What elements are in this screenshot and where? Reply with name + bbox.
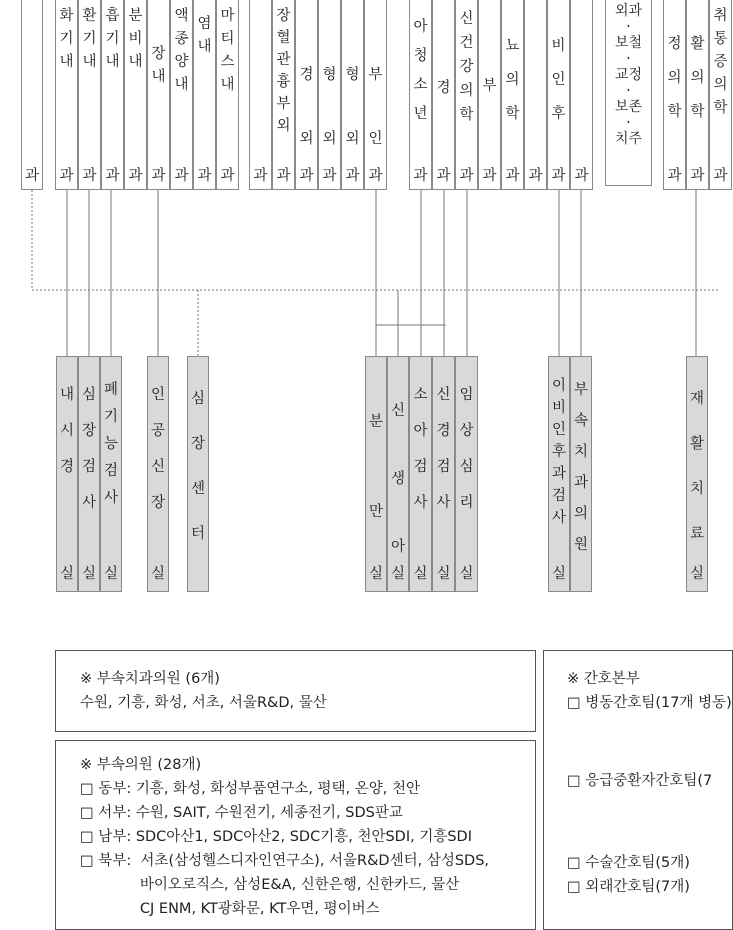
sub-unit-label: 이 비 인 후 과 검 사 <box>551 378 566 526</box>
sub-unit-suffix: 실 <box>459 565 474 582</box>
department-suffix: 과 <box>220 167 235 184</box>
department-d2 <box>78 0 101 190</box>
sub-unit-label: 내 시 경 <box>59 387 74 475</box>
clinics-line-north-cont1: 바이오로직스, 삼성E&A, 신한은행, 신한카드, 물산 <box>80 877 460 893</box>
department-d9 <box>249 0 272 190</box>
sub-unit-label: 신 경 검 사 <box>436 387 451 511</box>
sub-unit-suffix: 실 <box>103 565 118 582</box>
sub-unit-suffix: 실 <box>368 565 383 582</box>
nursing-box <box>543 650 733 930</box>
nursing-title: ※ 간호본부 <box>567 671 640 687</box>
clinics-line-west: □ 서부: 수원, SAIT, 수원전기, 세종전기, SDS판교 <box>80 805 403 821</box>
department-suffix: 과 <box>322 167 337 184</box>
sub-unit-newborn-room <box>387 356 409 592</box>
department-label: 마 티 스 내 <box>220 8 235 93</box>
department-suffix: 과 <box>59 167 74 184</box>
department-suffix: 과 <box>197 167 212 184</box>
department-label: 외과 · 보철 · 교정 · 보존 · 치주 <box>614 3 643 147</box>
sub-unit-label: 부 속 치 과 의 원 <box>573 382 588 553</box>
sub-unit-suffix: 실 <box>689 565 704 582</box>
department-suffix: 과 <box>551 167 566 184</box>
department-suffix: 과 <box>482 167 497 184</box>
department-d6 <box>170 0 193 190</box>
sub-unit-label: 분 만 <box>368 414 383 520</box>
sub-unit-label: 인 공 신 장 <box>150 387 165 511</box>
clinics-line-south: □ 남부: SDC아산1, SDC아산2, SDC기흥, 천안SDI, 기흥SDI <box>80 829 472 845</box>
department-d7 <box>193 0 216 190</box>
department-label: 부 인 <box>368 67 383 147</box>
sub-unit-dental-clinic <box>570 356 592 592</box>
sub-unit-ent-test <box>548 356 570 592</box>
department-label: 취 통 증 의 학 <box>713 8 728 116</box>
department-d26 <box>709 0 732 190</box>
department-label: 경 <box>436 80 451 96</box>
clinics-line-north-cont2: CJ ENM, KT광화문, KT우면, 평이버스 <box>80 901 380 917</box>
sub-unit-label: 심 장 검 사 <box>81 387 96 511</box>
department-suffix: 과 <box>151 167 166 184</box>
department-suffix: 과 <box>128 167 143 184</box>
department-label: 아 청 소 년 <box>413 19 428 122</box>
department-suffix: 과 <box>276 167 291 184</box>
department-d24 <box>663 0 686 190</box>
department-suffix: 과 <box>713 167 728 184</box>
department-label: 액 종 양 내 <box>174 8 189 93</box>
sub-unit-dialysis <box>147 356 169 592</box>
department-suffix: 과 <box>667 167 682 184</box>
sub-unit-suffix: 실 <box>390 565 405 582</box>
department-label: 비 인 후 <box>551 38 566 122</box>
department-label: 활 의 학 <box>690 36 705 120</box>
sub-unit-suffix: 실 <box>59 565 74 582</box>
department-suffix: 과 <box>574 167 589 184</box>
department-d21 <box>547 0 570 190</box>
clinics-title: ※ 부속의원 (28개) <box>80 757 202 773</box>
sub-unit-label: 재 활 치 료 <box>689 391 704 542</box>
department-suffix: 과 <box>505 167 520 184</box>
department-suffix: 과 <box>413 167 428 184</box>
department-label: 장 내 <box>151 46 166 85</box>
sub-unit-pulmonary-function <box>100 356 122 592</box>
department-label: 형 외 <box>322 67 337 147</box>
department-suffix: 과 <box>24 167 39 184</box>
sub-unit-heart-center <box>187 356 209 592</box>
department-label: 뇨 의 학 <box>505 38 520 122</box>
sub-unit-rehab-room <box>686 356 708 592</box>
department-suffix: 과 <box>459 167 474 184</box>
sub-unit-endoscopy <box>56 356 78 592</box>
sub-unit-clinical-psychology <box>455 356 478 592</box>
dental-clinics-list: 수원, 기흥, 화성, 서초, 서울R&D, 물산 <box>80 695 327 711</box>
department-suffix: 과 <box>368 167 383 184</box>
department-label: 정 의 학 <box>667 36 682 120</box>
department-d4 <box>124 0 147 190</box>
department-suffix: 과 <box>436 167 451 184</box>
sub-unit-label: 신 생 아 <box>390 403 405 555</box>
department-d16 <box>432 0 455 190</box>
department-d17 <box>455 0 478 190</box>
department-d14 <box>364 0 387 190</box>
department-label: 분 비 내 <box>128 8 143 70</box>
dental-clinics-box <box>55 650 536 732</box>
sub-unit-pediatric-test <box>409 356 432 592</box>
department-d13 <box>341 0 364 190</box>
department-label: 형 외 <box>345 67 360 147</box>
department-suffix: 과 <box>299 167 314 184</box>
sub-unit-label: 임 상 심 리 <box>459 387 474 511</box>
clinics-line-east: □ 동부: 기흥, 화성, 화성부품연구소, 평택, 온양, 천안 <box>80 781 421 797</box>
clinics-line-north: □ 북부: 서초(삼성헬스디자인연구소), 서울R&D센터, 삼성SDS, <box>80 853 490 869</box>
department-suffix: 과 <box>690 167 705 184</box>
sub-unit-suffix: 실 <box>413 565 428 582</box>
sub-unit-suffix: 실 <box>551 565 566 582</box>
department-d25 <box>686 0 709 190</box>
sub-unit-suffix: 실 <box>436 565 451 582</box>
department-label: 흡 기 내 <box>105 8 120 70</box>
sub-unit-delivery-room <box>365 356 387 592</box>
department-label: 경 외 <box>299 67 314 147</box>
department-d5 <box>147 0 170 190</box>
department-d0 <box>21 0 43 190</box>
department-suffix: 과 <box>82 167 97 184</box>
department-d3 <box>101 0 124 190</box>
clinics-box <box>55 740 536 930</box>
department-d18 <box>478 0 501 190</box>
nursing-surgery-team: □ 수술간호팀(5개) <box>567 855 690 871</box>
department-d11 <box>295 0 318 190</box>
sub-unit-suffix: 실 <box>150 565 165 582</box>
department-d23 <box>605 0 652 186</box>
sub-unit-cardiac-test <box>78 356 100 592</box>
department-suffix: 과 <box>253 167 268 184</box>
sub-unit-suffix: 실 <box>81 565 96 582</box>
department-label: 화 기 내 <box>59 8 74 70</box>
department-label: 부 <box>482 78 497 94</box>
nursing-ward-team: □ 병동간호팀(17개 병동) <box>567 695 732 711</box>
department-label: 신 건 강 의 학 <box>459 11 474 123</box>
department-d10 <box>272 0 295 190</box>
department-suffix: 과 <box>174 167 189 184</box>
department-suffix: 과 <box>528 167 543 184</box>
department-label: 장 혈 관 흉 부 외 <box>276 8 291 134</box>
department-d19 <box>501 0 524 190</box>
department-d20 <box>524 0 547 190</box>
department-label: 염 내 <box>197 16 212 55</box>
department-suffix: 과 <box>345 167 360 184</box>
sub-unit-label: 심 장 센 터 <box>190 391 205 542</box>
sub-unit-label: 소 아 검 사 <box>413 387 428 511</box>
sub-unit-neuro-test <box>432 356 455 592</box>
department-d12 <box>318 0 341 190</box>
department-d15 <box>409 0 432 190</box>
nursing-outpatient-team: □ 외래간호팀(7개) <box>567 879 690 895</box>
dental-clinics-title: ※ 부속치과의원 (6개) <box>80 671 220 687</box>
department-d22 <box>570 0 593 190</box>
nursing-emergency-team: □ 응급중환자간호팀(7 <box>567 773 713 789</box>
department-suffix: 과 <box>105 167 120 184</box>
sub-unit-label: 폐 기 능 검 사 <box>103 382 118 506</box>
department-d8 <box>216 0 239 190</box>
department-label: 환 기 내 <box>82 8 97 70</box>
department-d1 <box>55 0 78 190</box>
